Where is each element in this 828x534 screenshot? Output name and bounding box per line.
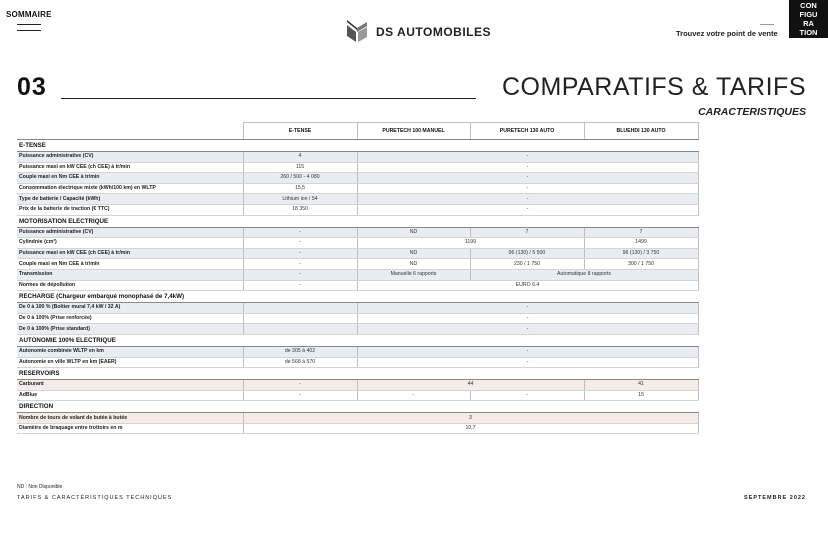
row-label: Puissance maxi en kW CEE (ch CEE) à tr/min — [17, 248, 243, 259]
row-value: - — [357, 313, 698, 324]
table-row — [17, 313, 698, 324]
row-label: Type de batterie / Capacité (kWh) — [17, 194, 243, 205]
row-value: 96 (130) / 5 500 — [470, 248, 584, 259]
dealer-locator-link[interactable]: Trouvez votre point de vente — [676, 29, 778, 38]
section-title: MOTORISATION ELECTRIQUE — [17, 215, 698, 227]
row-value: 7 — [584, 227, 698, 238]
column-header: PURETECH 100 MANUEL — [357, 123, 470, 140]
row-value: - — [243, 248, 357, 259]
row-label: Couple maxi en Nm CEE à tr/min — [17, 173, 243, 184]
column-header: BLUEHDI 130 AUTO — [584, 123, 698, 140]
table-row — [17, 413, 698, 424]
row-value: 4 — [243, 152, 357, 163]
row-value: ND — [357, 248, 470, 259]
section-rule — [61, 98, 476, 99]
row-value: - — [243, 227, 357, 238]
row-value: 1199 — [357, 238, 584, 249]
row-value: - — [357, 173, 698, 184]
table-row — [17, 238, 698, 249]
brand-logo-link[interactable] — [344, 18, 491, 46]
column-header — [17, 123, 243, 140]
table-row — [17, 204, 698, 215]
row-value: 15 — [584, 390, 698, 401]
row-value: - — [243, 259, 357, 270]
row-label: Consommation électrique mixte (kWh/100 km) en WLTP — [17, 183, 243, 194]
row-value: - — [357, 390, 470, 401]
row-label: Transmission — [17, 269, 243, 280]
section-title: E-TENSE — [17, 140, 698, 152]
table-row — [17, 152, 698, 163]
row-label: AdBlue — [17, 390, 243, 401]
column-header: PURETECH 130 AUTO — [470, 123, 584, 140]
row-value: - — [357, 324, 698, 335]
row-label: Diamètre de braquage entre trottoirs en m — [17, 423, 243, 434]
row-value: - — [243, 269, 357, 280]
spec-table-body — [17, 140, 698, 434]
row-value: 260 / 500 - 4 080 — [243, 173, 357, 184]
row-label: Prix de la batterie de traction (€ TTC) — [17, 204, 243, 215]
spec-table — [17, 122, 699, 434]
table-row — [17, 173, 698, 184]
section-header-row — [17, 215, 698, 227]
section-header-row — [17, 291, 698, 303]
row-value — [243, 324, 357, 335]
row-value: 96 (130) / 3 750 — [584, 248, 698, 259]
page-subtitle: CARACTERISTIQUES — [698, 106, 806, 118]
section-header-row — [17, 368, 698, 380]
row-value: 7 — [470, 227, 584, 238]
row-value: - — [470, 390, 584, 401]
row-label: Couple maxi en Nm CEE à tr/min — [17, 259, 243, 270]
row-label: Autonomie combinée WLTP en km — [17, 346, 243, 357]
table-row — [17, 227, 698, 238]
table-row — [17, 269, 698, 280]
table-row — [17, 390, 698, 401]
row-value: 300 / 1 750 — [584, 259, 698, 270]
page-title: COMPARATIFS & TARIFS — [501, 73, 806, 101]
row-label: De 0 à 100 % (Boîtier mural 7,4 kW / 32 A) — [17, 303, 243, 314]
section-number: 03 — [17, 73, 47, 101]
table-row — [17, 423, 698, 434]
row-value: ND — [357, 259, 470, 270]
row-value: - — [243, 390, 357, 401]
table-row — [17, 183, 698, 194]
config-line: RA — [803, 19, 814, 28]
section-title: DIRECTION — [17, 401, 698, 413]
row-value: Automatique 8 rapports — [470, 269, 698, 280]
table-header-row — [17, 123, 698, 140]
brand-name: DS AUTOMOBILES — [376, 25, 492, 39]
config-line: FIGU — [799, 10, 818, 19]
row-label: Carburant — [17, 380, 243, 391]
row-value: de 305 à 402 — [243, 346, 357, 357]
row-value — [243, 313, 357, 324]
row-label: Normes de dépollution — [17, 280, 243, 291]
row-value: 3 — [243, 413, 698, 424]
section-header-row — [17, 401, 698, 413]
top-bar — [0, 0, 828, 46]
config-line: CON — [800, 1, 817, 10]
row-value: 115 — [243, 162, 357, 173]
row-value: - — [357, 183, 698, 194]
row-value: 10,7 — [243, 423, 698, 434]
row-value: 44 — [357, 380, 584, 391]
row-value: - — [357, 162, 698, 173]
row-value: - — [243, 238, 357, 249]
row-label: Puissance administrative (CV) — [17, 152, 243, 163]
footer-title: TARIFS & CARACTÉRISTIQUES TECHNIQUES — [17, 495, 173, 501]
table-row — [17, 303, 698, 314]
row-value: - — [357, 357, 698, 368]
row-value: 15,5 — [243, 183, 357, 194]
row-value: de 568 à 570 — [243, 357, 357, 368]
row-value: Manuelle 6 rapports — [357, 269, 470, 280]
row-label: Cylindrée (cm³) — [17, 238, 243, 249]
section-header-row — [17, 140, 698, 152]
row-value: - — [357, 152, 698, 163]
row-label: De 0 à 100% (Prise standard) — [17, 324, 243, 335]
row-label: Puissance maxi en kW CEE (ch CEE) à tr/min — [17, 162, 243, 173]
section-header-row — [17, 334, 698, 346]
table-row — [17, 324, 698, 335]
row-value: - — [243, 280, 357, 291]
menu-label[interactable]: SOMMAIRE — [6, 10, 52, 19]
section-title: RESERVOIRS — [17, 368, 698, 380]
row-value: Lithium ion / 54 — [243, 194, 357, 205]
row-label: De 0 à 100% (Prise renforcée) — [17, 313, 243, 324]
table-row — [17, 248, 698, 259]
row-label: Nombre de tours de volant de butée à butée — [17, 413, 243, 424]
table-row — [17, 280, 698, 291]
ds-logo-icon — [344, 18, 370, 46]
footnote: ND : Non Disponible — [17, 484, 63, 490]
row-value: 18 350 — [243, 204, 357, 215]
section-title: RECHARGE (Chargeur embarqué monophasé de 7,4kW) — [17, 291, 698, 303]
row-value: - — [357, 204, 698, 215]
table-row — [17, 380, 698, 391]
section-title: AUTONOMIE 100% ELECTRIQUE — [17, 334, 698, 346]
row-value — [243, 303, 357, 314]
row-label: Puissance administrative (CV) — [17, 227, 243, 238]
hamburger-menu-icon[interactable] — [17, 24, 41, 38]
divider — [760, 24, 774, 25]
row-value: - — [357, 346, 698, 357]
row-value: 41 — [584, 380, 698, 391]
row-label: Autonomie en ville WLTP en km (EAER) — [17, 357, 243, 368]
row-value: ND — [357, 227, 470, 238]
row-value: EURO 6.4 — [357, 280, 698, 291]
configuration-button[interactable] — [789, 0, 828, 38]
table-row — [17, 194, 698, 205]
row-value: - — [357, 194, 698, 205]
table-row — [17, 162, 698, 173]
footer-date: SEPTEMBRE 2022 — [744, 495, 806, 501]
table-row — [17, 259, 698, 270]
row-value: - — [243, 380, 357, 391]
table-row — [17, 346, 698, 357]
row-value: - — [357, 303, 698, 314]
column-header: E-TENSE — [243, 123, 357, 140]
config-line: TION — [799, 28, 818, 37]
row-value: 230 / 1 750 — [470, 259, 584, 270]
row-value: 1499 — [584, 238, 698, 249]
table-row — [17, 357, 698, 368]
